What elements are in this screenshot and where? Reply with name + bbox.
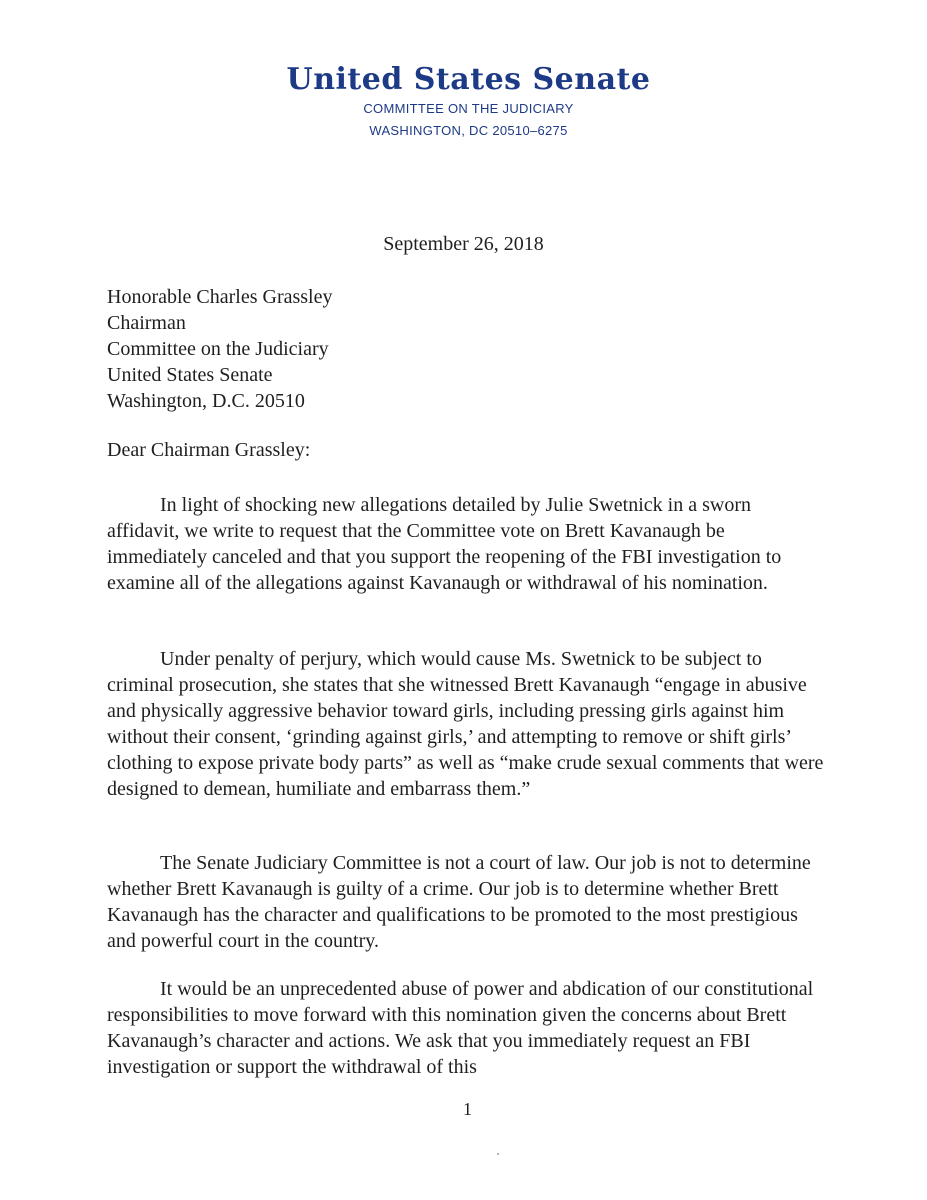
letter-date: September 26, 2018 xyxy=(383,233,544,255)
letterhead xyxy=(0,62,927,142)
salutation: Dear Chairman Grassley: xyxy=(107,439,311,461)
body-paragraph-3: The Senate Judiciary Committee is not a court of law. Our job is not to determine whether Brett Kavanaugh is guilty of a crime. Our job is to determine whether Brett Kavanaugh has the character and qualifications to be promoted to the most prestigious and powerful court in the country. xyxy=(107,852,811,952)
recipient-committee: Committee on the Judiciary xyxy=(107,338,329,360)
recipient-title: Chairman xyxy=(107,312,186,334)
recipient-address xyxy=(107,284,333,414)
body-paragraph-2: Under penalty of perjury, which would cause Ms. Swetnick to be subject to criminal prosecution, she states that she witnessed Brett Kavanaugh “engage in abusive and physically aggressive behavior toward girls, including pressing girls against him without their consent, ‘grinding against girls,’ and attempting to remove or shift girls’ clothing to expose private body parts” as well as “make crude sexual comments that were designed to demean, humiliate and embarrass them.” xyxy=(107,648,824,800)
letterhead-committee: COMMITTEE ON THE JUDICIARY xyxy=(363,101,574,116)
letterhead-title: United States Senate xyxy=(286,62,651,97)
scan-speck xyxy=(497,1153,499,1155)
recipient-city: Washington, D.C. 20510 xyxy=(107,390,305,412)
letterhead-address: WASHINGTON, DC 20510–6275 xyxy=(369,123,568,138)
body-paragraph-1: In light of shocking new allegations detailed by Julie Swetnick in a sworn affidavit, we write to request that the Committee vote on Brett Kavanaugh be immediately canceled and that you support the reopening of the FBI investigation to examine all of the allegations against Kavanaugh or withdrawal of his nomination. xyxy=(107,494,782,594)
recipient-organization: United States Senate xyxy=(107,364,273,386)
body-paragraph-4: It would be an unprecedented abuse of power and abdication of our constitutional responsibilities to move forward with this nomination given the concerns about Brett Kavanaugh’s character and actions. We ask that you immediately request an FBI investigation or support the withdrawal of this xyxy=(107,978,814,1078)
page-number: 1 xyxy=(463,1099,472,1119)
recipient-name: Honorable Charles Grassley xyxy=(107,286,333,308)
